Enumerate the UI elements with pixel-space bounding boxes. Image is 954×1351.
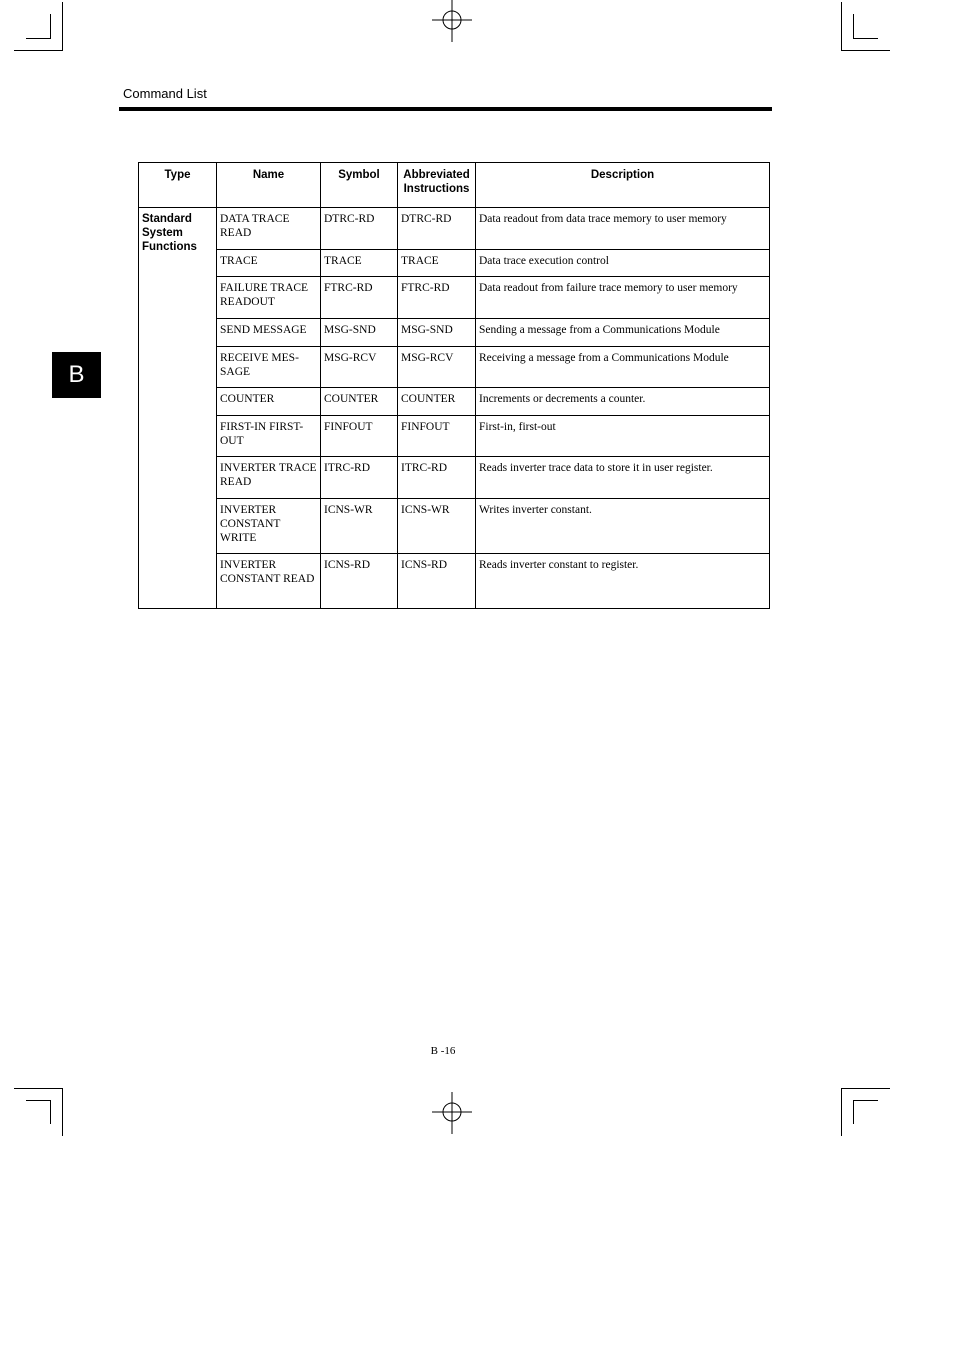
abbrev-cell: ICNS-RD bbox=[398, 554, 476, 609]
symbol-cell: COUNTER bbox=[321, 388, 398, 416]
name-cell: DATA TRACE READ bbox=[217, 208, 321, 250]
description-cell: Data readout from failure trace memory to user memory bbox=[476, 277, 770, 319]
abbrev-cell: ICNS-WR bbox=[398, 499, 476, 554]
abbrev-cell: FINFOUT bbox=[398, 416, 476, 457]
table-row bbox=[139, 250, 770, 277]
column-header-type: Type bbox=[139, 163, 217, 208]
name-cell: COUNTER bbox=[217, 388, 321, 416]
table-header-row bbox=[139, 163, 770, 208]
column-header-symbol: Symbol bbox=[321, 163, 398, 208]
description-cell: Data readout from data trace memory to user memory bbox=[476, 208, 770, 250]
page-number: B -16 bbox=[430, 1045, 456, 1057]
name-cell: FIRST-IN FIRST-OUT bbox=[217, 416, 321, 457]
abbrev-cell: MSG-RCV bbox=[398, 347, 476, 388]
name-cell: RECEIVE MES-SAGE bbox=[217, 347, 321, 388]
name-cell: INVERTER TRACE READ bbox=[217, 457, 321, 499]
description-cell: Reads inverter trace data to store it in user register. bbox=[476, 457, 770, 499]
description-cell: Receiving a message from a Communications Module bbox=[476, 347, 770, 388]
symbol-cell: ICNS-RD bbox=[321, 554, 398, 609]
symbol-cell: MSG-SND bbox=[321, 319, 398, 347]
abbrev-cell: DTRC-RD bbox=[398, 208, 476, 250]
abbrev-cell: ITRC-RD bbox=[398, 457, 476, 499]
table-row bbox=[139, 388, 770, 416]
description-cell: First-in, first-out bbox=[476, 416, 770, 457]
command-table bbox=[138, 162, 770, 609]
description-cell: Reads inverter constant to register. bbox=[476, 554, 770, 609]
symbol-cell: FINFOUT bbox=[321, 416, 398, 457]
symbol-cell: MSG-RCV bbox=[321, 347, 398, 388]
column-header-name: Name bbox=[217, 163, 321, 208]
description-cell: Increments or decrements a counter. bbox=[476, 388, 770, 416]
section-tab-letter: B bbox=[68, 361, 85, 388]
registration-mark-bottom bbox=[432, 1092, 472, 1134]
description-cell: Writes inverter constant. bbox=[476, 499, 770, 554]
symbol-cell: TRACE bbox=[321, 250, 398, 277]
column-header-abbreviated: Abbreviated Instructions bbox=[398, 163, 476, 208]
name-cell: FAILURE TRACE READOUT bbox=[217, 277, 321, 319]
table-row bbox=[139, 499, 770, 554]
symbol-cell: DTRC-RD bbox=[321, 208, 398, 250]
description-cell: Sending a message from a Communications Module bbox=[476, 319, 770, 347]
symbol-cell: FTRC-RD bbox=[321, 277, 398, 319]
name-cell: SEND MESSAGE bbox=[217, 319, 321, 347]
type-group-cell: Standard System Functions bbox=[139, 208, 217, 609]
description-cell: Data trace execution control bbox=[476, 250, 770, 277]
section-tab bbox=[52, 352, 101, 398]
symbol-cell: ITRC-RD bbox=[321, 457, 398, 499]
table-row bbox=[139, 347, 770, 388]
symbol-cell: ICNS-WR bbox=[321, 499, 398, 554]
name-cell: TRACE bbox=[217, 250, 321, 277]
abbrev-cell: COUNTER bbox=[398, 388, 476, 416]
column-header-description: Description bbox=[476, 163, 770, 208]
abbrev-cell: FTRC-RD bbox=[398, 277, 476, 319]
name-cell: INVERTER CONSTANT READ bbox=[217, 554, 321, 609]
header-rule bbox=[119, 107, 772, 111]
name-cell: INVERTER CONSTANT WRITE bbox=[217, 499, 321, 554]
abbrev-cell: TRACE bbox=[398, 250, 476, 277]
table-row bbox=[139, 277, 770, 319]
registration-mark-top bbox=[432, 0, 472, 42]
page-header-title: Command List bbox=[123, 86, 207, 101]
table-row bbox=[139, 319, 770, 347]
table-row bbox=[139, 457, 770, 499]
abbrev-cell: MSG-SND bbox=[398, 319, 476, 347]
table-row bbox=[139, 208, 770, 250]
table-row bbox=[139, 416, 770, 457]
table-row bbox=[139, 554, 770, 609]
